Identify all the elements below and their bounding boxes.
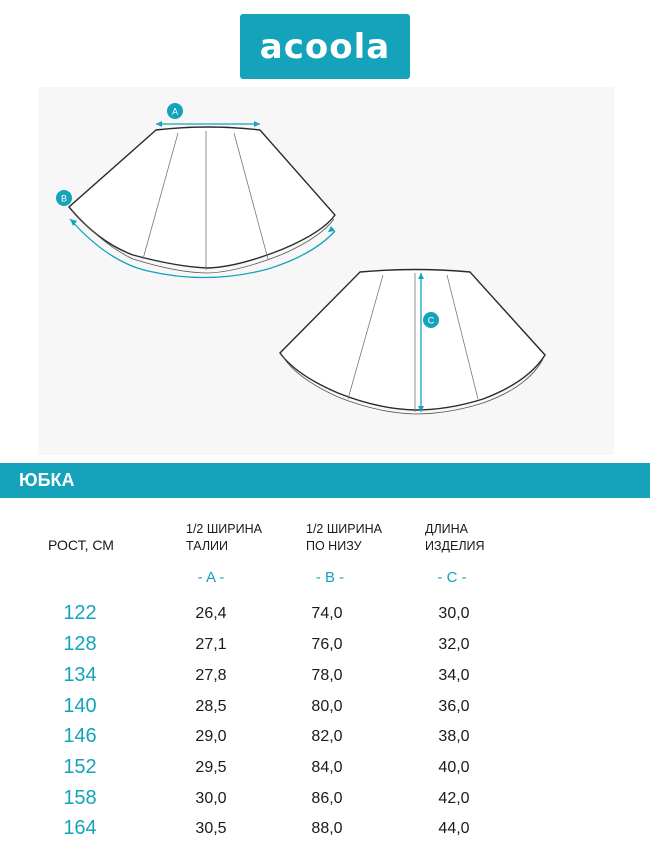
height-column-header: РОСТ, СМ: [48, 537, 114, 553]
length-value: 42,0: [438, 790, 470, 807]
length-header-line2: ИЗДЕЛИЯ: [425, 539, 485, 553]
hem-value: 84,0: [311, 759, 343, 776]
height-value: 152: [63, 756, 97, 778]
brand-logo: [240, 14, 410, 79]
hem-value: 82,0: [311, 728, 343, 745]
waist-value: 30,0: [195, 790, 227, 807]
hem-value: 88,0: [311, 820, 343, 837]
hem-width-header-line2: ПО НИЗУ: [306, 539, 362, 553]
brand-logo-text: acoola: [259, 27, 391, 67]
label-b: B: [60, 193, 68, 204]
height-value: 146: [63, 725, 97, 747]
table-row: [0, 664, 650, 694]
section-title-bar: [0, 463, 650, 498]
waist-value: 26,4: [195, 605, 227, 622]
label-c: C: [427, 315, 435, 326]
length-value: 32,0: [438, 636, 470, 653]
table-row: [0, 633, 650, 663]
waist-width-header-line2: ТАЛИИ: [186, 539, 229, 553]
table-row: [0, 725, 650, 755]
height-value: 128: [63, 633, 97, 655]
height-value: 140: [63, 695, 97, 717]
column-letter-a: - A -: [197, 569, 225, 586]
table-row: [0, 602, 650, 632]
label-a: A: [171, 106, 179, 117]
length-value: 36,0: [438, 698, 470, 715]
length-value: 30,0: [438, 605, 470, 622]
height-value: 134: [63, 664, 97, 686]
height-value: 122: [63, 602, 97, 624]
table-row: [0, 756, 650, 786]
table-row: [0, 817, 650, 847]
waist-value: 30,5: [195, 820, 227, 837]
skirt-sketch: [38, 87, 614, 455]
waist-value: 27,1: [195, 636, 227, 653]
length-header-line1: ДЛИНА: [425, 522, 469, 536]
waist-value: 27,8: [195, 667, 227, 684]
column-letter-c: - C -: [437, 569, 467, 586]
hem-value: 76,0: [311, 636, 343, 653]
waist-width-header-line1: 1/2 ШИРИНА: [186, 522, 262, 536]
waist-value: 29,5: [195, 759, 227, 776]
skirt-side-view: [280, 270, 545, 415]
waist-value: 29,0: [195, 728, 227, 745]
hem-value: 86,0: [311, 790, 343, 807]
length-header: [425, 521, 485, 555]
height-value: 158: [63, 787, 97, 809]
length-value: 34,0: [438, 667, 470, 684]
height-value: 164: [63, 817, 97, 839]
table-row: [0, 787, 650, 817]
skirt-sketch-area: [38, 87, 614, 455]
length-value: 38,0: [438, 728, 470, 745]
hem-value: 74,0: [311, 605, 343, 622]
hem-width-header-line1: 1/2 ШИРИНА: [306, 522, 382, 536]
section-title: ЮБКА: [19, 470, 75, 490]
waist-width-header: [186, 521, 262, 555]
column-letter-b: - B -: [315, 569, 345, 586]
length-value: 40,0: [438, 759, 470, 776]
table-row: [0, 695, 650, 725]
hem-value: 78,0: [311, 667, 343, 684]
hem-value: 80,0: [311, 698, 343, 715]
hem-width-header: [306, 521, 382, 555]
skirt-front-view: [69, 127, 335, 273]
waist-value: 28,5: [195, 698, 227, 715]
length-value: 44,0: [438, 820, 470, 837]
